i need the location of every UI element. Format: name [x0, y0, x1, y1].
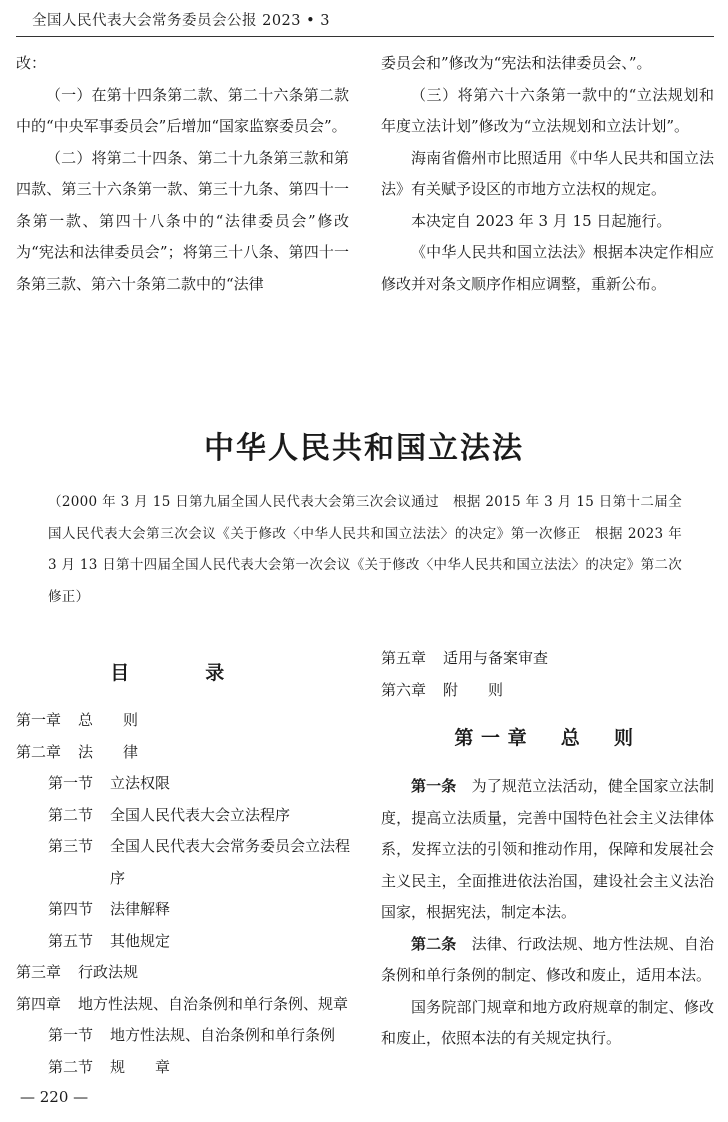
- toc-entry: [16, 831, 351, 894]
- toc-text: 地方性法规、自治条例和单行条例: [110, 1026, 336, 1044]
- toc-number: 第二节: [48, 805, 94, 824]
- paragraph: 改：: [16, 54, 47, 72]
- left-column: [16, 48, 349, 300]
- paragraph: 《中华人民共和国立法法》根据本决定作相应修改并对条文顺序作相应调整，重新公布。: [381, 243, 714, 293]
- toc-number: 第五章: [381, 649, 427, 667]
- toc-number: 第二节: [48, 1057, 94, 1076]
- toc-right: [381, 643, 716, 706]
- toc-entry: [381, 643, 716, 675]
- toc-number: 第六章: [381, 680, 427, 699]
- toc-entry: [16, 957, 351, 989]
- toc-entry: [16, 1020, 351, 1052]
- toc-entry: [16, 1052, 351, 1084]
- toc-number: 第一章: [16, 711, 62, 729]
- toc-number: 第二章: [16, 742, 62, 761]
- toc-number: 第三节: [48, 837, 94, 855]
- article-label: 第二条: [411, 934, 457, 953]
- toc-entry: [16, 705, 351, 737]
- paragraph: 本决定自 2023 年 3 月 15 日起施行。: [411, 211, 672, 230]
- toc-text: 立法权限: [110, 774, 171, 792]
- toc-text: 其他规定: [110, 931, 171, 950]
- toc-entry: [16, 737, 351, 769]
- law-preamble: （2000 年 3 月 15 日第九届全国人民代表大会第三次会议通过 根据 2015 年 3 月 15 日第十二届全国人民代表大会第三次会议《关于修改〈中华人民共和国立法法〉的决定》第一次修正 根据 2023 年 3 月 13 日第十四届全国人民代表大会第一次会议《关于修改〈中华人民共和国立法法〉的决定》第二次修正）: [48, 494, 682, 605]
- article-paragraph: 国务院部门规章和地方政府规章的制定、修改和废止，依照本法的有关规定执行。: [381, 997, 714, 1047]
- toc-number: 第一节: [48, 774, 94, 792]
- toc-text: 全国人民代表大会立法程序: [110, 805, 291, 824]
- toc-entry: [16, 800, 351, 832]
- toc-entry: [381, 675, 716, 707]
- law-title: 中华人民共和国立法法: [204, 431, 524, 466]
- right-column: [381, 48, 714, 300]
- toc-entry: [16, 989, 351, 1021]
- toc-entry: [16, 926, 351, 958]
- toc-entry: [16, 768, 351, 800]
- paragraph: （三）将第六十六条第一款中的“立法规划和年度立法计划”修改为“立法规划和立法计划”。: [381, 85, 714, 135]
- toc-text: 地方性法规、自治条例和单行条例、规章: [78, 994, 349, 1013]
- chapter-body: [381, 771, 714, 1055]
- toc-left: [16, 705, 351, 1083]
- header-divider: [16, 36, 714, 37]
- toc-entry: [16, 894, 351, 926]
- page-number: — 220 —: [20, 1088, 89, 1106]
- toc-text: 全国人民代表大会常务委员会立法程序: [110, 837, 351, 887]
- article-text: 为了规范立法活动，健全国家立法制度，提高立法质量，完善中国特色社会主义法律体系，发挥立法的引领和推动作用，保障和发展社会主义民主，全面推进依法治国，建设社会主义法治国家，根据宪法，制定本法。: [381, 777, 714, 921]
- paragraph: （一）在第十四条第二款、第二十六条第二款中的“中央军事委员会”后增加“国家监察委员会”。: [16, 85, 349, 135]
- article: [381, 771, 714, 929]
- article: [381, 929, 714, 992]
- article-text: 法律、行政法规、地方性法规、自治条例和单行条例的制定、修改和废止，适用本法。: [381, 934, 714, 984]
- toc-text: 总 则: [78, 711, 139, 729]
- article-label: 第一条: [411, 777, 457, 795]
- paragraph: 海南省儋州市比照适用《中华人民共和国立法法》有关赋予设区的市地方立法权的规定。: [381, 148, 714, 198]
- toc-title: 目 录: [110, 662, 253, 684]
- toc-number: 第四章: [16, 994, 62, 1013]
- toc-text: 行政法规: [78, 963, 139, 981]
- chapter-heading: 第一章 总 则: [454, 727, 641, 749]
- toc-text: 适用与备案审查: [443, 649, 549, 667]
- toc-number: 第五节: [48, 931, 94, 950]
- paragraph: 委员会和”修改为“宪法和法律委员会、”。: [381, 54, 652, 72]
- toc-text: 规 章: [110, 1057, 171, 1076]
- paragraph: （二）将第二十四条、第二十九条第三款和第四款、第三十六条第一款、第三十九条、第四十一条第一款、第四十八条中的“法律委员会”修改为“宪法和法律委员会”；将第三十八条、第四十一条第三款、第六十条第二款中的“法律: [16, 148, 349, 293]
- toc-text: 附 则: [443, 680, 504, 699]
- toc-number: 第一节: [48, 1026, 94, 1044]
- toc-text: 法 律: [78, 742, 139, 761]
- gazette-header: 全国人民代表大会常务委员会公报 2023 • 3: [32, 13, 331, 29]
- toc-number: 第三章: [16, 963, 62, 981]
- toc-number: 第四节: [48, 900, 94, 918]
- toc-text: 法律解释: [110, 900, 171, 918]
